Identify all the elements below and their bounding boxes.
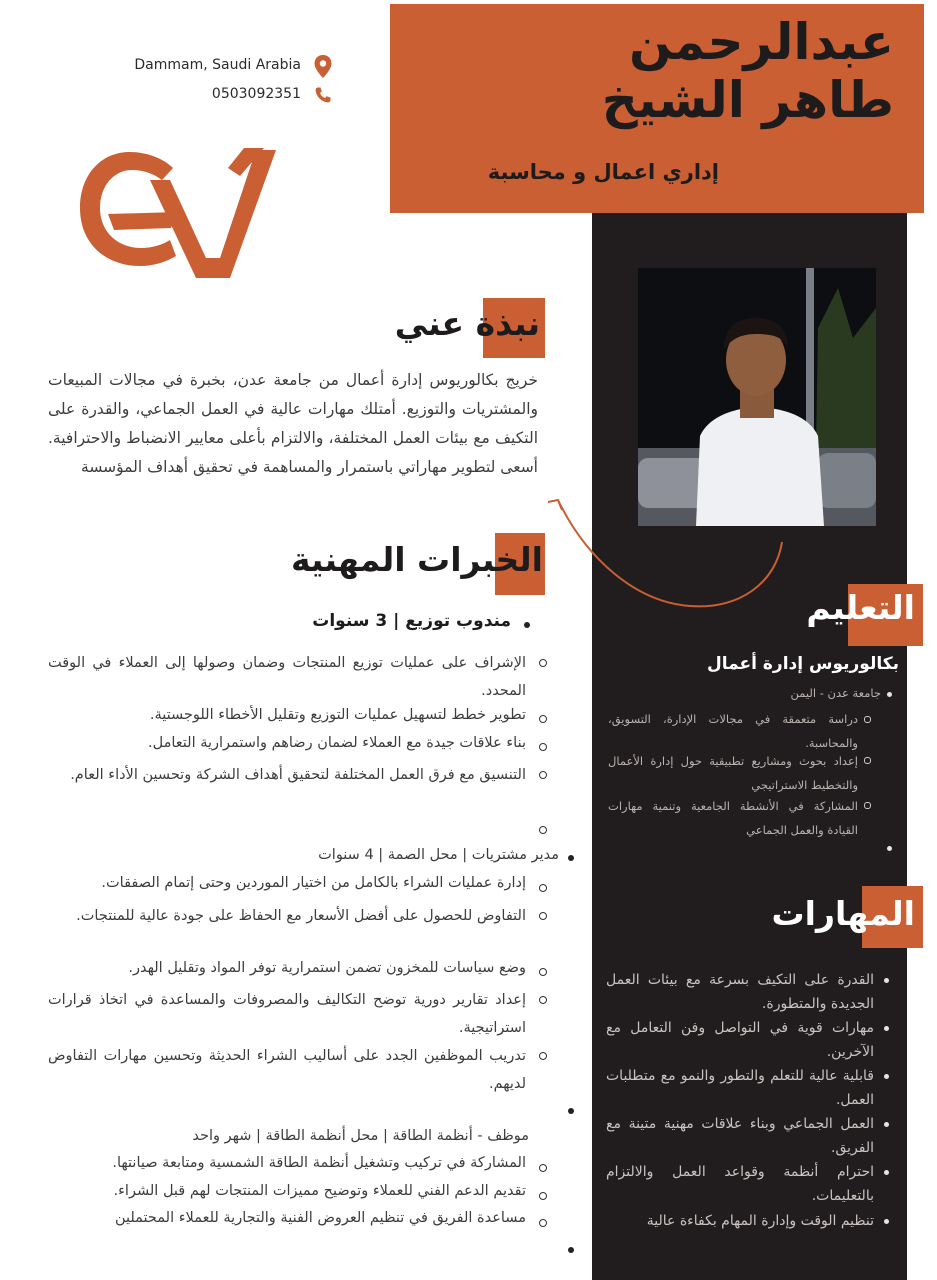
job2-item: التفاوض للحصول على أفضل الأسعار مع الحفاظ على جودة عالية للمنتجات. (76, 908, 526, 924)
ring-bullet-icon (539, 1164, 547, 1172)
name-last: طاهر الشيخ (601, 71, 894, 129)
job2-title: مدير مشتريات | محل الصمة | 4 سنوات (318, 847, 559, 863)
location-pin-icon (313, 54, 333, 80)
ring-bullet-icon (539, 743, 547, 751)
bullet-icon (524, 622, 530, 628)
job1-item: بناء علاقات جيدة مع العملاء لضمان رضاهم واستمرارية التعامل. (148, 735, 526, 751)
contact-location: Dammam, Saudi Arabia (134, 57, 301, 73)
skill-item: قابلية عالية للتعلم والتطور والنمو مع متطلبات العمل. (606, 1068, 874, 1108)
job3-title: موظف - أنظمة الطاقة | محل أنظمة الطاقة | شهر واحد (192, 1128, 529, 1144)
skill-item: العمل الجماعي وبناء علاقات مهنية متينة مع الفريق. (606, 1116, 874, 1156)
about-title: نبذة عني (394, 304, 540, 343)
job2-item: تدريب الموظفين الجدد على أساليب الشراء الحديثة وتحسين مهارات التفاوض لديهم. (48, 1048, 526, 1092)
education-detail: دراسة متعمقة في مجالات الإدارة، التسويق، والمحاسبة. (608, 712, 858, 750)
ring-bullet-icon (539, 912, 547, 920)
bullet-icon (884, 1170, 889, 1175)
job1-item: التنسيق مع فرق العمل المختلفة لتحقيق أهداف الشركة وتحسين الأداء العام. (70, 767, 526, 783)
skills-title: المهارات (771, 894, 915, 933)
bullet-icon (887, 692, 892, 697)
ring-bullet-icon (539, 1192, 547, 1200)
ring-bullet-icon (539, 771, 547, 779)
ring-bullet-icon (539, 968, 547, 976)
job1-item: تطوير خطط لتسهيل عمليات التوزيع وتقليل الأخطاء اللوجستية. (149, 707, 526, 723)
education-detail: المشاركة في الأنشطة الجامعية وتنمية مهارات القيادة والعمل الجماعي (608, 799, 858, 837)
job2-item: إعداد تقارير دورية توضح التكاليف والمصروفات والمساعدة في اتخاذ قرارات استراتيجية. (48, 992, 526, 1036)
bullet-icon (568, 855, 574, 861)
ring-bullet-icon (539, 1052, 547, 1060)
bullet-icon (884, 1026, 889, 1031)
ring-bullet-icon (539, 1219, 547, 1227)
skill-item: تنظيم الوقت وإدارة المهام بكفاءة عالية (646, 1213, 874, 1229)
education-title: التعليم (806, 588, 915, 627)
experience-title: الخبرات المهنية (290, 540, 543, 579)
contact-phone: 0503092351 (211, 86, 301, 102)
about-text: خريج بكالوريوس إدارة أعمال من جامعة عدن، بخبرة في مجالات المبيعات والمشتريات والتوزيع. أمتلك مهارات عالية في العمل الجماعي، والقدرة على التكيف مع بيئات العمل المختلفة، والالتزام بأعلى معايير الانضباط والاحترافية. أسعى لتطوير مهاراتي باستمرار والمساهمة في تحقيق أهداف المؤسسة (48, 371, 538, 476)
education-university: جامعة عدن - اليمن (790, 686, 881, 700)
ring-bullet-icon (539, 659, 547, 667)
bullet-icon (568, 1247, 574, 1253)
job1-title: مندوب توزيع | 3 سنوات (312, 611, 511, 631)
curved-arrow-icon (540, 488, 790, 613)
bullet-icon (568, 1108, 574, 1114)
ring-bullet-icon (864, 757, 871, 764)
job1-item: الإشراف على عمليات توزيع المنتجات وضمان وصولها إلى العملاء في الوقت المحدد. (48, 655, 526, 699)
job-title: إداري اعمال و محاسبة (487, 160, 719, 184)
ring-bullet-icon (539, 715, 547, 723)
job3-item: المشاركة في تركيب وتشغيل أنظمة الطاقة الشمسية ومتابعة صيانتها. (112, 1155, 526, 1171)
ring-bullet-icon (864, 716, 871, 723)
ring-bullet-icon (539, 884, 547, 892)
education-degree: بكالوريوس إدارة أعمال (707, 654, 899, 674)
education-detail: إعداد بحوث ومشاريع تطبيقية حول إدارة الأعمال والتخطيط الاستراتيجي (608, 754, 858, 792)
name-header-box (390, 4, 924, 213)
bullet-icon (887, 846, 892, 851)
bullet-icon (884, 978, 889, 983)
cv-logo (78, 146, 278, 281)
skill-item: مهارات قوية في التواصل وفن التعامل مع الآخرين. (606, 1020, 874, 1060)
skill-item: القدرة على التكيف بسرعة مع بيئات العمل الجديدة والمتطورة. (606, 972, 874, 1012)
job3-item: مساعدة الفريق في تنظيم العروض الفنية والتجارية للعملاء المحتملين (114, 1210, 526, 1226)
ring-bullet-icon (864, 802, 871, 809)
ring-bullet-icon (539, 996, 547, 1004)
ring-bullet-icon (539, 826, 547, 834)
skill-item: احترام أنظمة وقواعد العمل والالتزام بالتعليمات. (606, 1164, 874, 1204)
bullet-icon (884, 1074, 889, 1079)
bullet-icon (884, 1122, 889, 1127)
phone-icon (314, 86, 332, 104)
job2-item: إدارة عمليات الشراء بالكامل من اختيار الموردين وحتى إتمام الصفقات. (101, 875, 526, 891)
job2-item: وضع سياسات للمخزون تضمن استمرارية توفر المواد وتقليل الهدر. (128, 960, 526, 976)
job3-item: تقديم الدعم الفني للعملاء وتوضيح مميزات المنتجات لهم قبل الشراء. (113, 1183, 526, 1199)
name-first: عبدالرحمن (628, 13, 894, 71)
bullet-icon (884, 1219, 889, 1224)
